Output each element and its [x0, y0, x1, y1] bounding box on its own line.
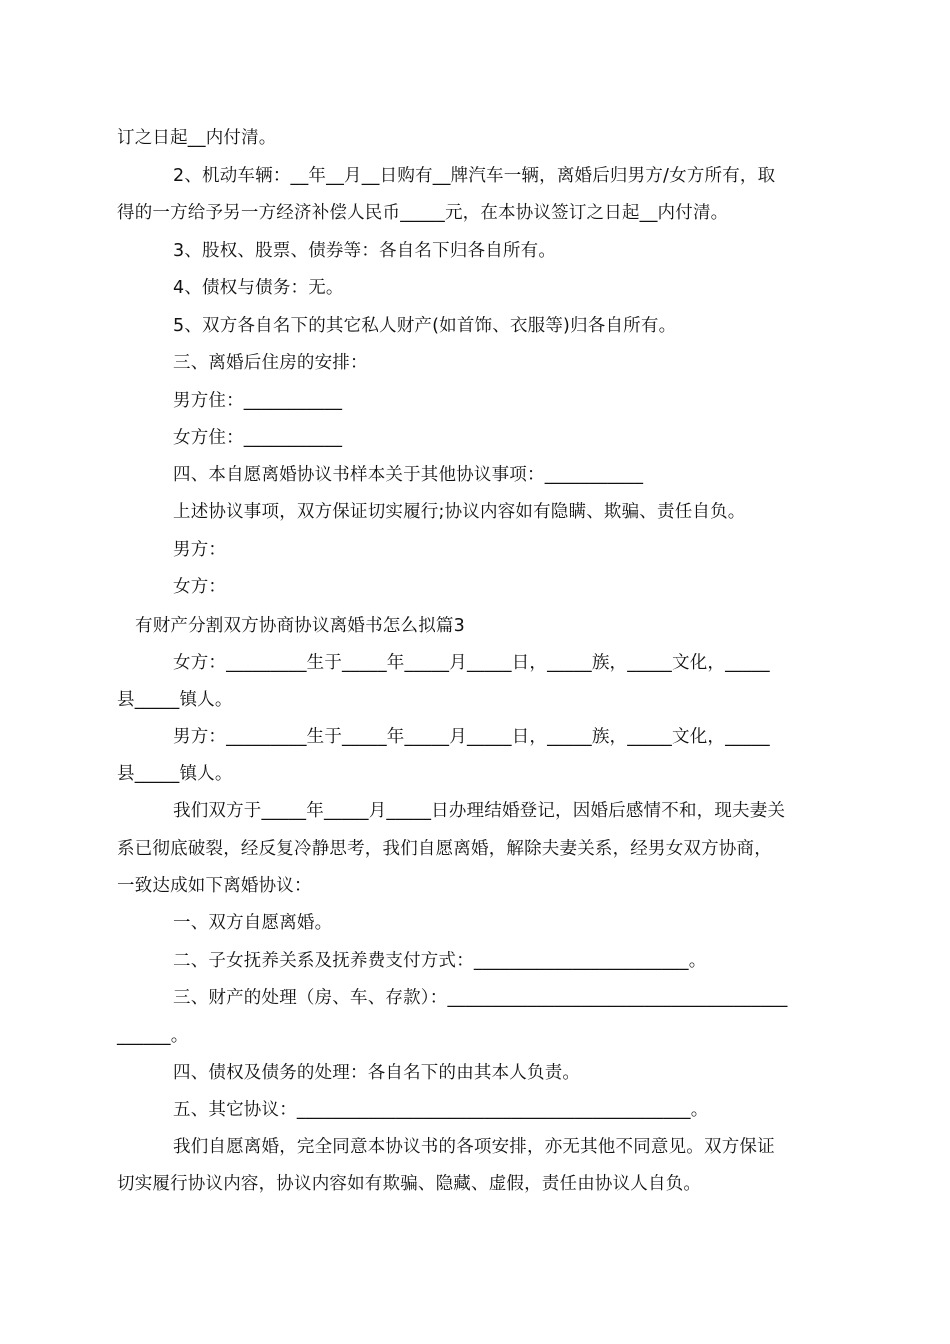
- section-heading: 三、离婚后住房的安排：: [173, 353, 368, 373]
- document-title: 有财产分割双方协商协议离婚书怎么拟篇3: [135, 616, 465, 636]
- text-line: 五、其它协议：____________________________________________。: [173, 1100, 709, 1120]
- section-heading: 四、本自愿离婚协议书样本关于其他协议事项：___________: [173, 465, 644, 485]
- text-line: 县_____镇人。: [117, 690, 233, 710]
- text-line: 系已彻底破裂，经反复冷静思考，我们自愿离婚，解除夫妻关系，经男女双方协商，: [117, 839, 772, 859]
- text-line: 一、双方自愿离婚。: [173, 913, 333, 933]
- text-line: 3、股权、股票、债券等：各自名下归各自所有。: [173, 241, 557, 261]
- text-line: 上述协议事项，双方保证切实履行;协议内容如有隐瞒、欺骗、责任自负。: [173, 502, 746, 522]
- text-line: 切实履行协议内容，协议内容如有欺骗、隐藏、虚假，责任由协议人自负。: [117, 1174, 702, 1194]
- text-line: 我们自愿离婚，完全同意本协议书的各项安排，亦无其他不同意见。双方保证: [173, 1137, 775, 1157]
- signature-label: 女方：: [173, 577, 227, 597]
- text-line: 得的一方给予另一方经济补偿人民币_____元，在本协议签订之日起__内付清。: [117, 203, 729, 223]
- text-line: 县_____镇人。: [117, 764, 233, 784]
- text-line: 2、机动车辆：__年__月__日购有__牌汽车一辆，离婚后归男方/女方所有，取: [173, 166, 776, 186]
- text-line: 四、债权及债务的处理：各自名下的由其本人负责。: [173, 1063, 581, 1083]
- text-line: ______。: [117, 1026, 189, 1046]
- text-line: 我们双方于_____年_____月_____日办理结婚登记，因婚后感情不和，现夫妻关: [173, 801, 786, 821]
- text-line: 女方住：___________: [173, 428, 343, 448]
- text-line: 女方：_________生于_____年_____月_____日，_____族，_____文化，_____: [173, 653, 770, 673]
- text-line: 5、双方各自名下的其它私人财产(如首饰、衣服等)归各自所有。: [173, 316, 677, 336]
- text-line: 4、债权与债务：无。: [173, 278, 344, 298]
- text-line: 男方：_________生于_____年_____月_____日，_____族，_____文化，_____: [173, 727, 770, 747]
- text-line: 订之日起__内付清。: [117, 128, 277, 148]
- text-line: 一致达成如下离婚协议：: [117, 876, 312, 896]
- text-line: 三、财产的处理（房、车、存款）：______________________________________: [173, 988, 788, 1008]
- text-line: 二、子女抚养关系及抚养费支付方式：________________________。: [173, 951, 707, 971]
- text-line: 男方住：___________: [173, 391, 343, 411]
- signature-label: 男方：: [173, 540, 227, 560]
